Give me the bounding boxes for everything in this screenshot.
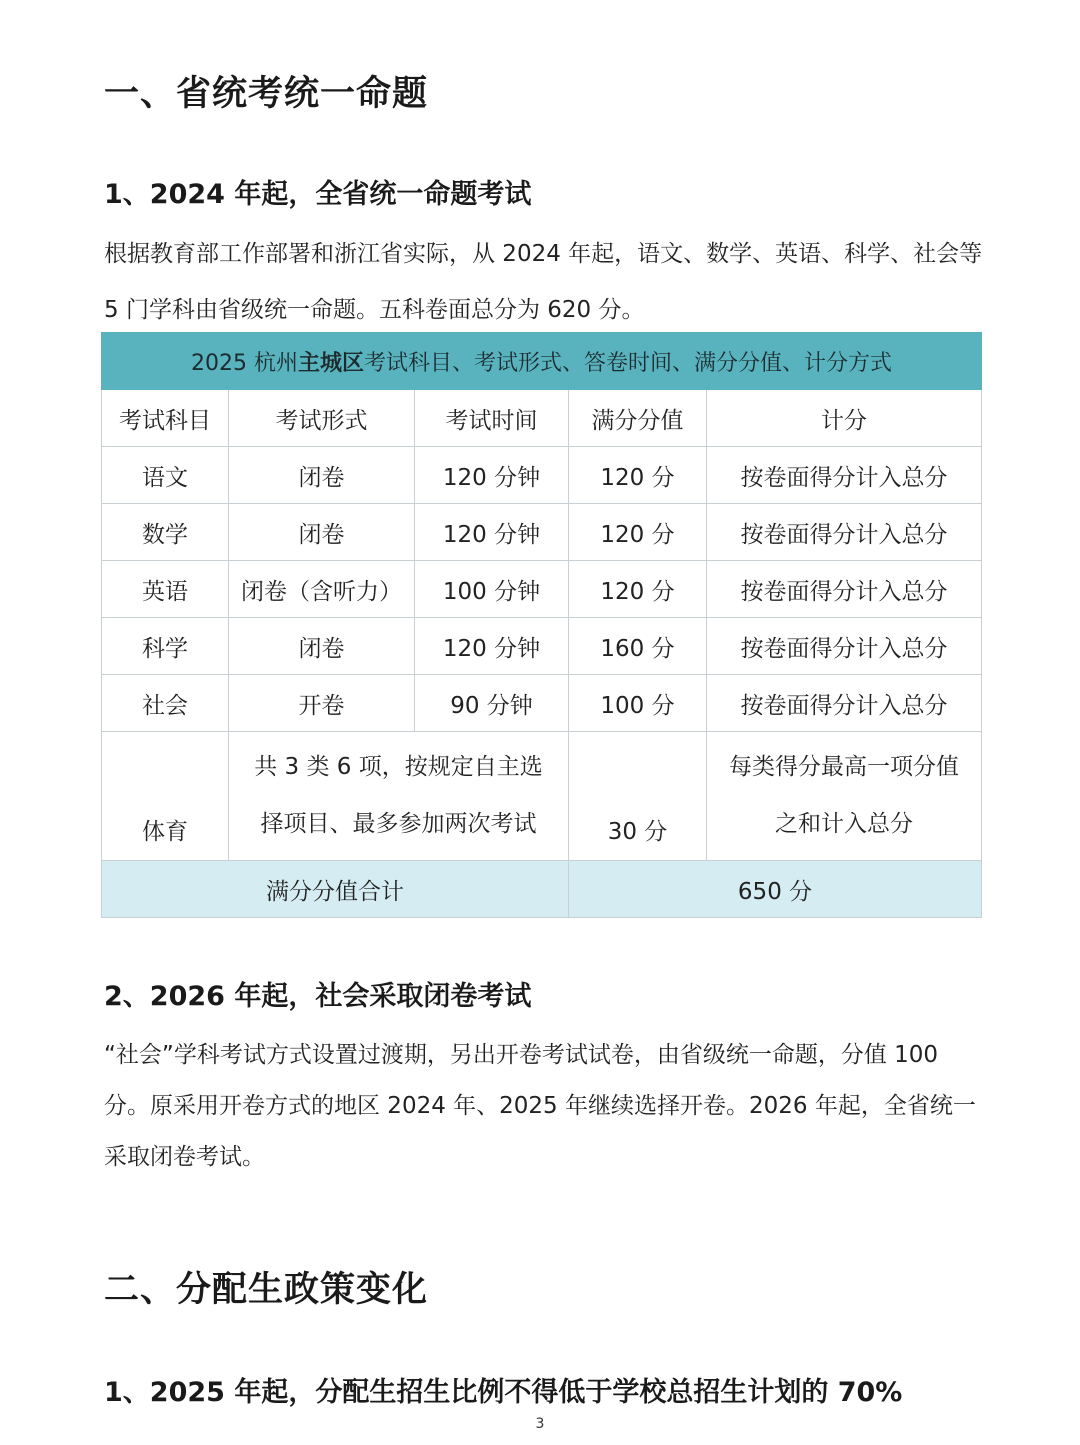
table-row	[102, 618, 982, 675]
table-row	[102, 447, 982, 504]
total-label: 满分分值合计	[102, 861, 569, 918]
cell-time: 100 分钟	[415, 561, 569, 618]
subsection-1-1-heading: 1、2024 年起，全省统一命题考试	[104, 179, 532, 210]
subsection-1-2-body: “社会”学科考试方式设置过渡期，另出开卷考试试卷，由省级统一命题，分值 100 分。原采用开卷方式的地区 2024 年、2025 年继续选择开卷。2026 年起，全省统一采取闭卷考试。	[104, 1042, 976, 1170]
subsection-2-1-heading: 1、2025 年起，分配生招生比例不得低于学校总招生计划的 70%	[104, 1377, 903, 1408]
cell-form: 闭卷（含听力）	[229, 561, 415, 618]
section-1-heading: 一、省统考统一命题	[104, 74, 429, 114]
cell-scoring: 按卷面得分计入总分	[707, 675, 982, 732]
exam-table	[101, 332, 982, 918]
cell-scoring: 按卷面得分计入总分	[707, 504, 982, 561]
cell-subject: 社会	[102, 675, 229, 732]
table-row-pe	[102, 732, 982, 861]
table-title-row	[102, 333, 982, 390]
header-time: 考试时间	[415, 390, 569, 447]
section-2-heading: 二、分配生政策变化	[104, 1270, 429, 1310]
header-score: 满分分值	[569, 390, 707, 447]
cell-form-pe: 共 3 类 6 项，按规定自主选 择项目、最多参加两次考试	[229, 732, 569, 861]
cell-score: 120 分	[569, 504, 707, 561]
cell-subject: 体育	[102, 732, 229, 861]
cell-subject: 英语	[102, 561, 229, 618]
cell-score: 100 分	[569, 675, 707, 732]
cell-scoring: 按卷面得分计入总分	[707, 447, 982, 504]
cell-scoring: 按卷面得分计入总分	[707, 561, 982, 618]
cell-form: 开卷	[229, 675, 415, 732]
cell-form: 闭卷	[229, 447, 415, 504]
cell-score: 30 分	[569, 732, 707, 861]
subsection-1-1-body: 根据教育部工作部署和浙江省实际，从 2024 年起，语文、数学、英语、科学、社会等 5 门学科由省级统一命题。五科卷面总分为 620 分。	[104, 241, 983, 323]
cell-form: 闭卷	[229, 504, 415, 561]
cell-time: 120 分钟	[415, 504, 569, 561]
page-number: 3	[535, 1416, 545, 1432]
cell-score: 160 分	[569, 618, 707, 675]
cell-time: 90 分钟	[415, 675, 569, 732]
total-value: 650 分	[569, 861, 982, 918]
table-title: 2025 杭州主城区考试科目、考试形式、答卷时间、满分分值、计分方式	[102, 333, 982, 390]
cell-time: 120 分钟	[415, 618, 569, 675]
cell-subject: 语文	[102, 447, 229, 504]
subsection-1-2-heading: 2、2026 年起，社会采取闭卷考试	[104, 981, 532, 1012]
cell-scoring: 按卷面得分计入总分	[707, 618, 982, 675]
table-total-row	[102, 861, 982, 918]
header-subject: 考试科目	[102, 390, 229, 447]
cell-score: 120 分	[569, 561, 707, 618]
table-row	[102, 561, 982, 618]
cell-form: 闭卷	[229, 618, 415, 675]
cell-subject: 科学	[102, 618, 229, 675]
table-row	[102, 504, 982, 561]
cell-subject: 数学	[102, 504, 229, 561]
cell-score: 120 分	[569, 447, 707, 504]
table-header-row	[102, 390, 982, 447]
header-form: 考试形式	[229, 390, 415, 447]
cell-time: 120 分钟	[415, 447, 569, 504]
cell-scoring-pe: 每类得分最高一项分值 之和计入总分	[707, 732, 982, 861]
table-row	[102, 675, 982, 732]
header-scoring: 计分	[707, 390, 982, 447]
